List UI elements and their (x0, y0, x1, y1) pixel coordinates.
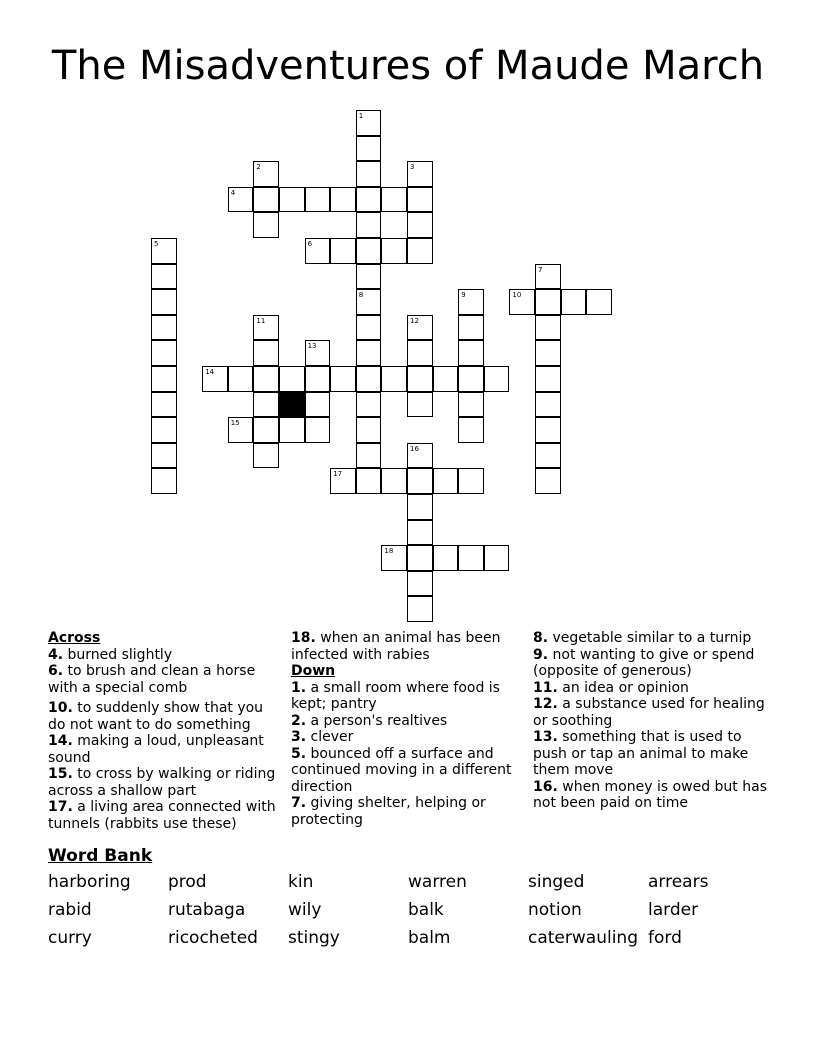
clue-text: to suddenly show that you do not want to do something (48, 700, 264, 733)
clue-text: burned slightly (67, 646, 173, 663)
word-bank-title: Word Bank (48, 846, 153, 866)
grid-cell[interactable] (381, 366, 407, 392)
grid-cell[interactable] (509, 289, 535, 315)
grid-cell[interactable] (356, 264, 382, 290)
grid-cell[interactable] (535, 315, 561, 341)
clue-number-label: 17 (333, 470, 343, 479)
grid-cell[interactable] (433, 545, 459, 571)
grid-cell[interactable] (535, 468, 561, 494)
grid-cell[interactable] (561, 289, 587, 315)
grid-cell[interactable] (407, 366, 433, 392)
grid-cell[interactable] (407, 315, 433, 341)
across-clue-6 (48, 663, 283, 696)
across-clue-10 (48, 700, 283, 733)
word-bank-word: larder (648, 900, 699, 920)
grid-cell[interactable] (381, 187, 407, 213)
down-clue-1 (291, 680, 526, 713)
grid-cell[interactable] (535, 289, 561, 315)
clue-text: something that is used to push or tap an animal to make them move (533, 729, 749, 778)
grid-cell[interactable] (356, 340, 382, 366)
grid-cell[interactable] (407, 571, 433, 597)
grid-cell[interactable] (279, 417, 305, 443)
grid-cell[interactable] (381, 468, 407, 494)
down-clue-13 (533, 729, 773, 779)
clue-text: vegetable similar to a turnip (552, 630, 752, 646)
grid-cell[interactable] (228, 366, 254, 392)
grid-cell[interactable] (458, 289, 484, 315)
clue-number: 5. (291, 745, 307, 762)
clue-number-label: 5 (154, 240, 159, 248)
grid-cell[interactable] (458, 340, 484, 366)
grid-cell[interactable] (381, 238, 407, 264)
clue-number-label: 12 (410, 316, 419, 325)
clue-text: giving shelter, helping or protecting (291, 795, 486, 828)
clue-text: a small room where food is kept; pantry (291, 679, 500, 712)
grid-cell[interactable] (407, 494, 433, 520)
clue-number-label: 7 (538, 265, 543, 274)
grid-cell[interactable] (151, 366, 177, 392)
grid-cell[interactable] (458, 366, 484, 392)
grid-cell[interactable] (458, 545, 484, 571)
word-bank-word: ford (648, 928, 682, 948)
down-clue-9 (533, 647, 773, 680)
clue-text: an idea or opinion (562, 679, 689, 696)
clue-number-label: 4 (230, 188, 236, 197)
grid-cell[interactable] (253, 443, 279, 469)
grid-cell[interactable] (407, 212, 433, 238)
clue-number: 10. (48, 700, 73, 716)
grid-cell[interactable] (356, 443, 382, 469)
clue-text: a living area connected with tunnels (rabbits use these) (48, 799, 276, 832)
clue-text: making a loud, unpleasant sound (48, 733, 264, 766)
word-bank-word: rutabaga (168, 900, 246, 920)
grid-cell[interactable] (458, 392, 484, 418)
grid-cell[interactable] (356, 136, 382, 162)
grid-cell[interactable] (356, 161, 382, 187)
grid-cell[interactable] (253, 212, 279, 238)
grid-cell[interactable] (407, 596, 433, 622)
grid-cell[interactable] (202, 366, 228, 392)
down-clue-16 (533, 779, 773, 812)
word-bank-word: notion (528, 900, 582, 920)
grid-cell[interactable] (407, 545, 433, 571)
clue-number-label: 16 (410, 444, 419, 453)
grid-cell[interactable] (356, 238, 382, 264)
clue-text: a person's realtives (310, 712, 448, 729)
clue-number-label: 18 (384, 547, 394, 556)
clue-number-label: 10 (512, 291, 522, 300)
grid-cell[interactable] (356, 392, 382, 418)
clue-number-label: 2 (256, 163, 261, 172)
clue-number: 12. (533, 696, 558, 712)
grid-cell[interactable] (407, 187, 433, 213)
grid-cell[interactable] (433, 468, 459, 494)
grid-cell[interactable] (407, 443, 433, 469)
clues-column-2 (291, 630, 526, 828)
word-bank-word: caterwauling (528, 928, 638, 948)
grid-cell[interactable] (484, 366, 510, 392)
clue-number: 14. (48, 733, 73, 749)
grid-cell[interactable] (253, 417, 279, 443)
down-clue-7 (291, 795, 526, 828)
grid-cell[interactable] (356, 212, 382, 238)
clue-number: 8. (533, 630, 549, 646)
grid-cell[interactable] (253, 161, 279, 187)
grid-cell[interactable] (535, 443, 561, 469)
word-bank-word: kin (288, 872, 314, 892)
clue-number-label: 1 (358, 112, 364, 120)
grid-cell[interactable] (356, 315, 382, 341)
clue-number-label: 11 (256, 316, 266, 325)
clue-text: when money is owed but has not been paid on time (533, 778, 767, 811)
across-clue-4 (48, 647, 283, 664)
across-clue-14 (48, 733, 283, 766)
grid-cell[interactable] (305, 238, 331, 264)
black-cell (279, 392, 305, 418)
clue-number: 4. (48, 646, 64, 663)
grid-cell[interactable] (305, 392, 331, 418)
grid-cell[interactable] (151, 315, 177, 341)
clue-number: 7. (291, 795, 307, 811)
grid-cell[interactable] (228, 417, 254, 443)
clues-column-3 (533, 630, 773, 812)
across-header: Across (48, 630, 101, 646)
clues-column-1 (48, 630, 283, 832)
clue-number: 16. (533, 778, 558, 795)
grid-cell[interactable] (151, 340, 177, 366)
grid-cell[interactable] (253, 340, 279, 366)
clue-text: clever (310, 729, 354, 745)
grid-cell[interactable] (535, 392, 561, 418)
clue-number: 6. (48, 663, 64, 679)
clue-number: 18. (291, 630, 316, 646)
grid-cell[interactable] (535, 264, 561, 290)
down-clue-3 (291, 729, 526, 746)
word-bank-word: wily (288, 900, 322, 920)
grid-cell[interactable] (253, 392, 279, 418)
grid-cell[interactable] (305, 417, 331, 443)
clue-number: 13. (533, 729, 558, 745)
down-clue-2 (291, 713, 526, 730)
grid-cell[interactable] (330, 238, 356, 264)
word-bank-word: harboring (48, 872, 131, 892)
across-clue-17 (48, 799, 283, 832)
grid-cell[interactable] (535, 340, 561, 366)
grid-cell[interactable] (407, 392, 433, 418)
clue-number: 11. (533, 679, 558, 696)
grid-cell[interactable] (330, 366, 356, 392)
grid-cell[interactable] (151, 264, 177, 290)
grid-cell[interactable] (535, 366, 561, 392)
page-title: The Misadventures of Maude March (51, 43, 765, 89)
grid-cell[interactable] (356, 289, 382, 315)
grid-cell[interactable] (253, 315, 279, 341)
word-bank-word: singed (528, 872, 585, 892)
grid-cell[interactable] (151, 289, 177, 315)
grid-cell[interactable] (407, 520, 433, 546)
clue-text: to brush and clean a horse with a special comb (48, 663, 256, 696)
clue-number-label: 9 (461, 291, 466, 300)
clue-text: to cross by walking or riding across a shallow part (48, 766, 276, 799)
clue-number: 9. (533, 646, 549, 663)
grid-cell[interactable] (484, 545, 510, 571)
grid-cell[interactable] (253, 366, 279, 392)
across-clue-18 (291, 630, 526, 663)
clue-number-label: 14 (205, 368, 215, 376)
clue-number: 15. (48, 766, 73, 782)
down-clue-5 (291, 746, 526, 796)
down-header: Down (291, 663, 336, 679)
grid-cell[interactable] (535, 417, 561, 443)
word-bank-word: ricocheted (168, 928, 258, 948)
grid-cell[interactable] (356, 110, 382, 136)
grid-cell[interactable] (433, 366, 459, 392)
clue-text: when an animal has been infected with rabies (291, 630, 501, 663)
word-bank-word: balk (408, 900, 444, 920)
clue-text: not wanting to give or spend (opposite of generous) (533, 646, 755, 679)
grid-cell[interactable] (151, 417, 177, 443)
clue-number: 17. (48, 799, 73, 815)
grid-cell[interactable] (407, 238, 433, 264)
grid-cell[interactable] (356, 187, 382, 213)
grid-cell[interactable] (356, 366, 382, 392)
grid-cell[interactable] (458, 468, 484, 494)
grid-cell[interactable] (356, 417, 382, 443)
grid-cell[interactable] (407, 340, 433, 366)
word-bank-word: curry (48, 928, 92, 948)
down-clue-8 (533, 630, 773, 647)
word-bank-word: arrears (648, 872, 709, 892)
clue-number-label: 13 (307, 342, 317, 351)
word-bank-word: warren (408, 872, 467, 892)
clue-number-label: 3 (410, 163, 415, 172)
word-bank-word: balm (408, 928, 451, 948)
grid-cell[interactable] (356, 468, 382, 494)
clue-number-label: 6 (307, 240, 313, 248)
clue-number: 1. (291, 679, 307, 696)
grid-cell[interactable] (330, 468, 356, 494)
word-bank-word: stingy (288, 928, 340, 948)
grid-cell[interactable] (151, 468, 177, 494)
grid-cell[interactable] (279, 187, 305, 213)
clue-number: 2. (291, 712, 307, 729)
grid-cell[interactable] (330, 187, 356, 213)
grid-cell[interactable] (305, 187, 331, 213)
grid-cell[interactable] (253, 187, 279, 213)
clue-text: a substance used for healing or soothing (533, 696, 765, 729)
grid-cell[interactable] (458, 315, 484, 341)
grid-cell[interactable] (407, 161, 433, 187)
grid-cell[interactable] (151, 392, 177, 418)
clue-number-label: 8 (358, 291, 364, 300)
clue-number: 3. (291, 729, 307, 745)
clue-text: bounced off a surface and continued moving in a different direction (291, 745, 512, 795)
down-clue-11 (533, 680, 773, 697)
grid-cell[interactable] (228, 187, 254, 213)
grid-cell[interactable] (407, 468, 433, 494)
grid-cell[interactable] (458, 417, 484, 443)
word-bank-word: prod (168, 872, 207, 892)
clue-number-label: 15 (230, 419, 240, 428)
grid-cell[interactable] (305, 340, 331, 366)
grid-cell[interactable] (381, 545, 407, 571)
grid-cell[interactable] (305, 366, 331, 392)
grid-cell[interactable] (279, 366, 305, 392)
grid-cell[interactable] (151, 443, 177, 469)
grid-cell[interactable] (586, 289, 612, 315)
word-bank-word: rabid (48, 900, 92, 920)
down-clue-12 (533, 696, 773, 729)
across-clue-15 (48, 766, 283, 799)
grid-cell[interactable] (151, 238, 177, 264)
